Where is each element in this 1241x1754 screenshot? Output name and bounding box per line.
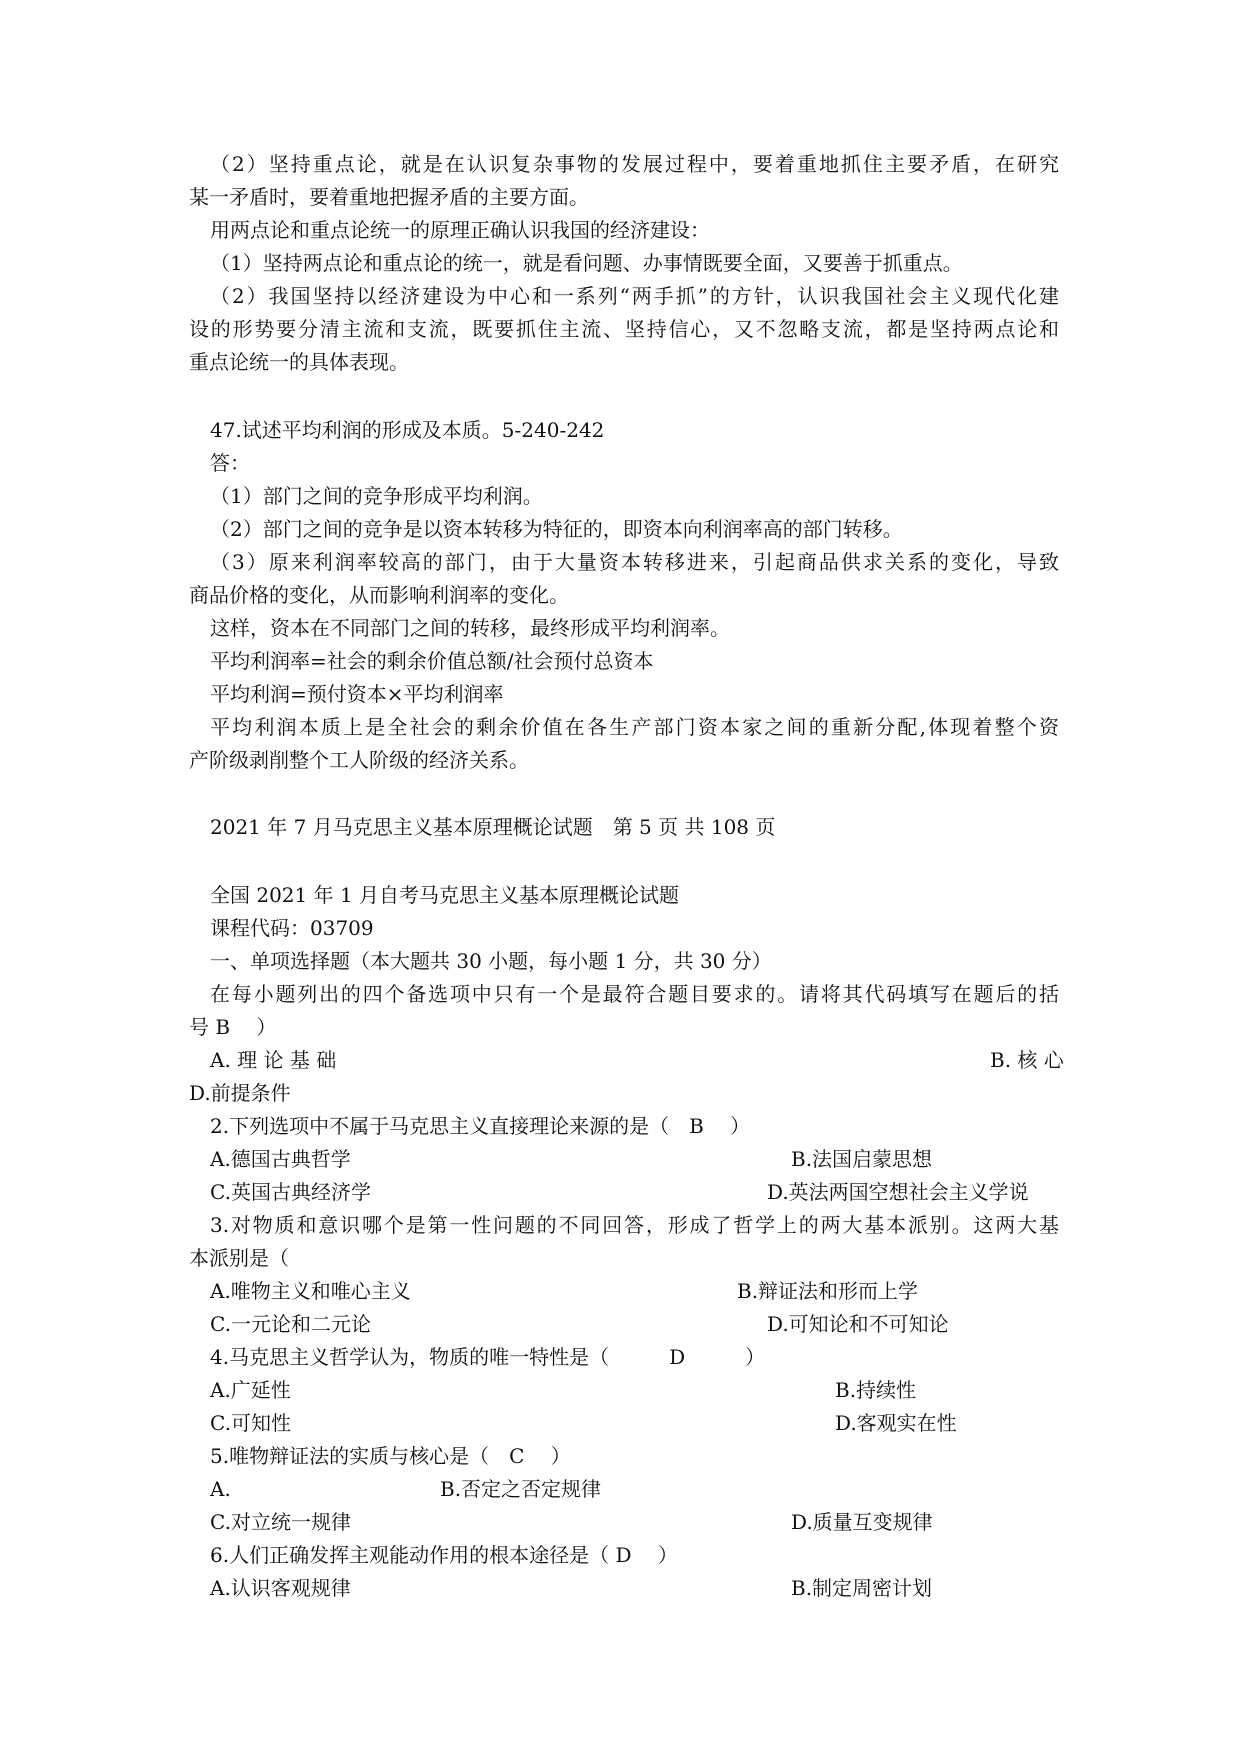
formula-line: 平均利润=预付资本×平均利润率 [210, 682, 504, 706]
page-footer: 2021 年 7 月马克思主义基本原理概论试题 第 5 页 共 108 页 [210, 815, 776, 839]
paragraph-heading: 用两点论和重点论统一的原理正确认识我国的经济建设： [210, 218, 710, 242]
answer-line: 这样，资本在不同部门之间的转移，最终形成平均利润率。 [210, 616, 730, 640]
question-line: 6.人们正确发挥主观能动作用的根本途径是（ D ） [210, 1543, 678, 1567]
option-a: A.广延性 [210, 1378, 291, 1402]
option-c: C.英国古典经济学 [210, 1180, 371, 1204]
option-a: A.德国古典哲学 [210, 1147, 351, 1171]
option-a: A. 理 论 基 础 [210, 1048, 337, 1072]
option-c: C.一元论和二元论 [210, 1312, 371, 1336]
course-code: 课程代码：03709 [210, 916, 374, 940]
option-d: D.前提条件 [189, 1081, 291, 1105]
option-c: C.对立统一规律 [210, 1510, 351, 1534]
option-a: A.唯物主义和唯心主义 [210, 1279, 411, 1303]
answer-line: （1）部门之间的竞争形成平均利润。 [210, 484, 543, 508]
option-c: C.可知性 [210, 1411, 291, 1435]
question-line: 3.对物质和意识哪个是第一性问题的不同回答，形成了哲学上的两大基本派别。这两大基 [210, 1213, 1059, 1237]
option-d: D.可知论和不可知论 [767, 1312, 949, 1336]
question-line: 2.下列选项中不属于马克思主义直接理论来源的是（ B ） [210, 1114, 751, 1138]
answer-line: 产阶级剥削整个工人阶级的经济关系。 [189, 748, 529, 772]
paragraph-line: （2）我国坚持以经济建设为中心和一系列“两手抓”的方针，认识我国社会主义现代化建 [210, 284, 1059, 308]
option-b: B.持续性 [835, 1378, 917, 1402]
section-heading: 一、单项选择题（本大题共 30 小题，每小题 1 分，共 30 分） [210, 949, 772, 973]
instruction-line: 在每小题列出的四个备选项中只有一个是最符合题目要求的。请将其代码填写在题后的括 [210, 982, 1059, 1006]
paragraph-line: （2）坚持重点论，就是在认识复杂事物的发展过程中，要着重地抓住主要矛盾，在研究 [210, 152, 1059, 176]
option-a: A.认识客观规律 [210, 1576, 351, 1600]
exam-title: 全国 2021 年 1 月自考马克思主义基本原理概论试题 [210, 883, 680, 907]
answer-line: 商品价格的变化，从而影响利润率的变化。 [189, 583, 569, 607]
answer-label: 答： [210, 451, 250, 475]
question-line: 4.马克思主义哲学认为，物质的唯一特性是（ D ） [210, 1345, 766, 1369]
question-line: 本派别是（ [189, 1246, 289, 1270]
answer-line: （3）原来利润率较高的部门，由于大量资本转移进来，引起商品供求关系的变化，导致 [210, 550, 1059, 574]
option-d: D.质量互变规律 [791, 1510, 933, 1534]
answer-line: 平均利润本质上是全社会的剩余价值在各生产部门资本家之间的重新分配,体现着整个资 [210, 715, 1059, 739]
option-b: B. 核 心 [990, 1048, 1064, 1072]
paragraph-line: （1）坚持两点论和重点论的统一，就是看问题、办事情既要全面，又要善于抓重点。 [210, 251, 963, 275]
option-b: B.制定周密计划 [791, 1576, 933, 1600]
option-b: B.否定之否定规律 [440, 1477, 602, 1501]
paragraph-line: 重点论统一的具体表现。 [189, 350, 409, 374]
paragraph-line: 某一矛盾时，要着重地把握矛盾的主要方面。 [189, 185, 589, 209]
answer-line: （2）部门之间的竞争是以资本转移为特征的，即资本向利润率高的部门转移。 [210, 517, 903, 541]
option-a: A. [210, 1477, 231, 1501]
option-d: D.客观实在性 [835, 1411, 957, 1435]
paragraph-line: 设的形势要分清主流和支流，既要抓住主流、坚持信心，又不忽略支流，都是坚持两点论和 [189, 317, 1059, 341]
formula-line: 平均利润率=社会的剩余价值总额/社会预付总资本 [210, 649, 654, 673]
instruction-line: 号 B ） [189, 1015, 277, 1039]
option-b: B.辩证法和形而上学 [737, 1279, 919, 1303]
question-line: 5.唯物辩证法的实质与核心是（ C ） [210, 1444, 571, 1468]
option-d: D.英法两国空想社会主义学说 [767, 1180, 1029, 1204]
option-b: B.法国启蒙思想 [791, 1147, 933, 1171]
question-title: 47.试述平均利润的形成及本质。5-240-242 [210, 418, 605, 442]
